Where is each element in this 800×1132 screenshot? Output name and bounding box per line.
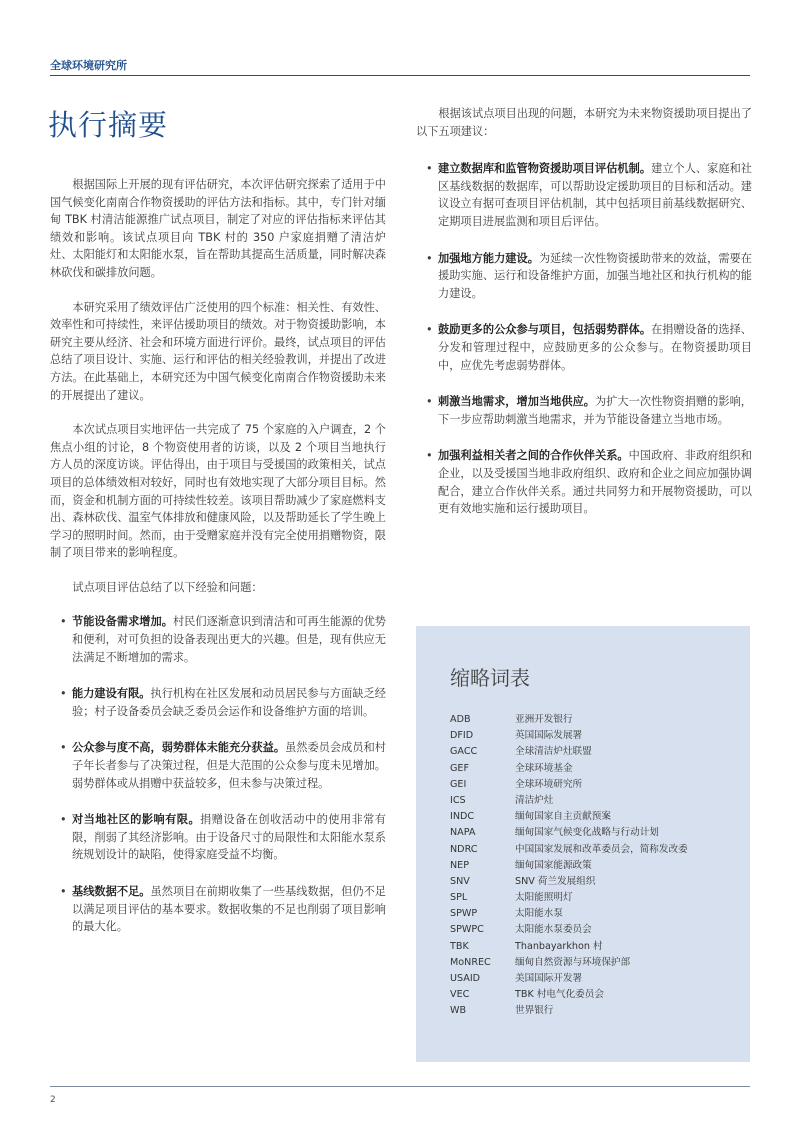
footer-divider — [50, 1086, 750, 1087]
list-item — [416, 393, 752, 428]
glossary-abbr: NDRC — [450, 843, 478, 855]
glossary-row — [450, 842, 740, 858]
list-item-text: 在捐赠设备的选择、分发和管理过程中，应鼓励更多的公众参与。在物资援助项目中，应优先考虑弱势群体。 — [438, 323, 752, 372]
list-item-text: 建立个人、家庭和社区基线数据的数据库，可以帮助设定援助项目的目标和活动。建议设立有据可查项目评估机制，其中包括项目前基线数据研究、定期项目进展监测和项目后评估。 — [438, 162, 752, 228]
glossary-definition: 全球环境研究所 — [515, 778, 583, 790]
glossary-row — [450, 761, 740, 777]
lessons-list — [50, 613, 386, 935]
glossary-definition: SNV 荷兰发展组织 — [515, 875, 596, 887]
glossary-row — [450, 744, 740, 760]
list-item-text: 为延续一次性物资援助带来的效益，需要在援助实施、运行和设备维护方面，加强当地社区和执行机构的能力建设。 — [438, 251, 752, 300]
list-item — [416, 321, 752, 374]
glossary-row — [450, 874, 740, 890]
glossary-list — [450, 712, 740, 1020]
glossary-row — [450, 793, 740, 809]
list-item-heading: 公众参与度不高，弱势群体未能充分获益。 — [72, 741, 286, 755]
list-item — [50, 613, 386, 666]
glossary-definition: 中国国家发展和改革委员会，简称发改委 — [515, 843, 688, 855]
glossary-row — [450, 1003, 740, 1019]
glossary-definition: 缅甸国家自主贡献预案 — [515, 811, 611, 823]
list-item — [50, 685, 386, 720]
list-item-heading: 加强地方能力建设。 — [438, 251, 539, 265]
paragraph-intro: 根据国际上开展的现有评估研究，本次评估研究探索了适用于中国气候变化南南合作物资援助的评估方法和指标。其中，专门针对缅甸 TBK 村清洁能源推广试点项目，制定了对应的评估指标来评估其绩效和影响。该试点项目向 TBK 村的 350 户家庭捐赠了清洁炉灶、太阳能灯和太阳能水泵，旨在帮助其提高生活质量，同时解决森林砍伐和碳排放问题。 — [50, 178, 386, 279]
glossary-definition: 太阳能照明灯 — [515, 892, 573, 904]
paragraph-lessons-intro: 试点项目评估总结了以下经验和问题： — [72, 580, 263, 594]
glossary-definition: 缅甸国家气候变化战略与行动计划 — [515, 827, 659, 839]
list-item-heading: 节能设备需求增加。 — [72, 615, 173, 629]
glossary-row — [450, 939, 740, 955]
left-column — [50, 176, 386, 955]
list-item — [416, 160, 752, 230]
list-item — [50, 811, 386, 864]
glossary-abbr: INDC — [450, 811, 475, 823]
glossary-row — [450, 825, 740, 841]
glossary-abbr: WB — [450, 1005, 467, 1017]
glossary-definition: 太阳能水泵委员会 — [515, 924, 592, 936]
glossary-definition: 缅甸自然资源与环境保护部 — [515, 956, 631, 968]
glossary-abbr: VEC — [450, 989, 470, 1001]
glossary-row — [450, 922, 740, 938]
list-item-heading: 刺激当地需求，增加当地供应。 — [438, 395, 595, 409]
glossary-row — [450, 712, 740, 728]
list-item-heading: 对当地社区的影响有限。 — [72, 813, 201, 827]
glossary-definition: 太阳能水泵 — [515, 908, 563, 920]
glossary-abbr: USAID — [450, 973, 481, 984]
page-title: 执行摘要 — [48, 108, 169, 142]
glossary-abbr: SPL — [450, 892, 468, 904]
glossary-definition: 缅甸国家能源政策 — [515, 859, 592, 871]
list-item-text: 中国政府、非政府组织和企业，以及受援国当地非政府组织、政府和企业之间应加强协调配合，建立合作伙伴关系。通过共同努力和开展物资援助，可以更有效地实施和运行援助项目。 — [438, 449, 752, 516]
list-item-heading: 鼓励更多的公众参与项目，包括弱势群体。 — [438, 323, 652, 337]
glossary-abbr: DFID — [450, 730, 474, 742]
glossary-box — [416, 626, 750, 1062]
list-item-text: 捐赠设备在创收活动中的使用非常有限，削弱了其经济影响。由于设备尺寸的局限性和太阳能水泵系统规划设计的缺陷，使得家庭受益不均衡。 — [72, 813, 386, 862]
glossary-row — [450, 890, 740, 906]
glossary-definition: TBK 村电气化委员会 — [515, 989, 604, 1001]
glossary-abbr: GEF — [450, 762, 470, 774]
glossary-definition: Thanbayarkhon 村 — [515, 940, 603, 952]
glossary-abbr: SPWP — [450, 908, 478, 920]
glossary-abbr: NAPA — [450, 827, 476, 839]
list-item-text: 执行机构在社区发展和动员居民参与方面缺乏经验；村子设备委员会缺乏委员会运作和设备维护方面的培训。 — [72, 687, 386, 718]
glossary-row — [450, 858, 740, 874]
list-item — [416, 250, 752, 303]
list-item-text: 虽然委员会成员和村子年长者参与了决策过程，但是大范围的公众参与度未见增加。弱势群体或从捐赠中获益较多，但未参与决策过程。 — [72, 741, 386, 790]
list-item — [50, 883, 386, 936]
glossary-definition: 英国国际发展署 — [515, 730, 583, 742]
right-column — [416, 105, 752, 537]
page-number: 2 — [50, 1095, 56, 1105]
glossary-definition: 全球清洁炉灶联盟 — [515, 746, 592, 758]
glossary-abbr: SNV — [450, 875, 470, 887]
glossary-row — [450, 728, 740, 744]
glossary-abbr: SPWPC — [450, 924, 484, 936]
glossary-row — [450, 777, 740, 793]
glossary-abbr: MoNREC — [450, 956, 491, 968]
recommendations-intro: 根据该试点项目出现的问题，本研究为未来物资援助项目提出了以下五项建议： — [416, 107, 752, 138]
glossary-row — [450, 906, 740, 922]
list-item-heading: 建立数据库和监管物资援助项目评估机制。 — [438, 162, 652, 176]
paragraph-method: 本研究采用了绩效评估广泛使用的四个标准：相关性、有效性、效率性和可持续性，来评估援助项目的绩效。对于物资援助影响，本研究主要从经济、社会和环境方面进行评价。最终，试点项目的评估总结了项目设计、实施、运行和评估的相关经验教训，并提出了改进方法。在此基础上，本研究还为中国气候变化南南合作物资援助未来的开展提出了建议。 — [50, 300, 386, 402]
glossary-row — [450, 955, 740, 971]
glossary-row — [450, 987, 740, 1003]
glossary-row — [450, 809, 740, 825]
glossary-abbr: GACC — [450, 746, 478, 758]
glossary-definition: 美国国际开发署 — [515, 973, 583, 984]
glossary-definition: 世界银行 — [515, 1005, 554, 1017]
list-item — [50, 739, 386, 792]
list-item-text: 村民们逐渐意识到清洁和可再生能源的优势和便利，对可负担的设备表现出更大的兴趣。但是，现有供应无法满足不断增加的需求。 — [72, 615, 386, 664]
paragraph-findings: 本次试点项目实地评估一共完成了 75 个家庭的入户调查，2 个焦点小组的讨论，8 个物资使用者的访谈，以及 2 个项目当地执行方人员的深度访谈。评估得出，由于项目与受援国的政策相关，试点项目的总体绩效相对较好，同时也有效地实现了大部分项目目标。然而，资金和机制方面的可持续性较差。该项目帮助减少了家庭燃料支出、森林砍伐、温室气体排放和健康风险，以及帮助延长了学生晚上学习的照明时间。然而，由于受赠家庭并没有完全使用捐赠物资，限制了项目带来的影响程度。 — [50, 423, 386, 560]
recommendations-list — [416, 160, 752, 518]
glossary-definition: 亚洲开发银行 — [515, 714, 573, 725]
glossary-abbr: ICS — [450, 794, 466, 806]
list-item-text: 为扩大一次性物资捐赠的影响，下一步应帮助刺激当地需求，并为节能设备建立当地市场。 — [438, 395, 752, 426]
glossary-abbr: NEP — [450, 859, 470, 871]
list-item-heading: 能力建设有限。 — [72, 687, 151, 701]
list-item-heading: 加强利益相关者之间的合作伙伴关系。 — [438, 449, 629, 463]
organization-name: 全球环境研究所 — [50, 59, 127, 72]
glossary-abbr: GEI — [450, 778, 467, 790]
list-item-text: 虽然项目在前期收集了一些基线数据，但仍不足以满足项目评估的基本要求。数据收集的不足也削弱了项目影响的最大化。 — [72, 885, 386, 934]
glossary-definition: 清洁炉灶 — [515, 794, 554, 806]
glossary-definition: 全球环境基金 — [515, 762, 573, 774]
glossary-title: 缩略词表 — [450, 666, 530, 690]
list-item-heading: 基线数据不足。 — [72, 885, 151, 898]
list-item — [416, 447, 752, 517]
glossary-abbr: ADB — [450, 714, 471, 725]
header-divider — [50, 75, 750, 76]
glossary-abbr: TBK — [450, 940, 469, 952]
glossary-row — [450, 971, 740, 987]
